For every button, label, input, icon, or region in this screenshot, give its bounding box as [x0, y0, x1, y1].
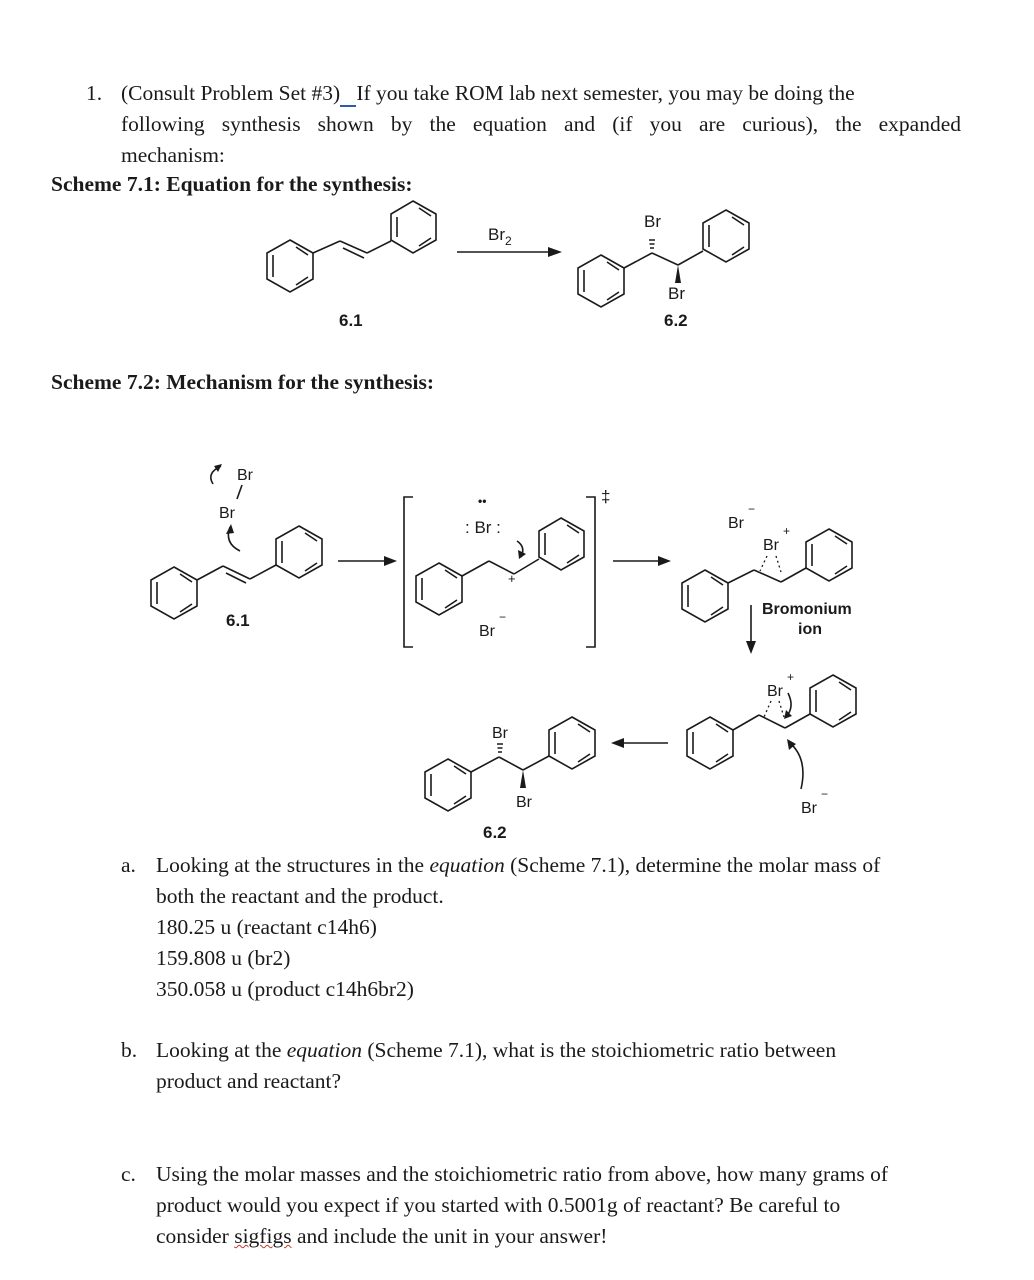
ts-bracket-right	[586, 497, 595, 647]
part-c-line-3	[156, 1221, 607, 1252]
mech-reactant-left-ring	[151, 567, 197, 619]
mech-product-hashed-wedge	[497, 744, 503, 752]
mech-product-br-bottom: Br	[516, 794, 532, 811]
mech-product-left-ring	[425, 759, 471, 811]
bromonium-label-1: Bromonium	[762, 601, 852, 618]
part-b-emphasis: equation	[286, 1038, 363, 1062]
question-number: 1.	[86, 81, 103, 105]
reactant-bond-2	[367, 241, 391, 253]
mech-br-top: Br	[237, 467, 253, 484]
product-right-ring	[703, 210, 749, 262]
part-a-line-2: both the reactant and the product.	[156, 884, 444, 908]
mech-label-6-2: 6.2	[483, 823, 507, 842]
reactant-left-ring	[267, 240, 313, 292]
product-solid-wedge	[675, 265, 681, 283]
scheme-7-2-mechanism	[0, 455, 1034, 850]
part-b-letter: b.	[121, 1038, 138, 1062]
mech-br-lower: Br	[219, 505, 235, 522]
attack-minus: −	[821, 787, 829, 801]
bromonium-right-ring	[806, 529, 852, 581]
reactant-bond-1	[313, 241, 340, 253]
ts-br-anion: Br	[479, 623, 495, 640]
product-left-ring	[578, 255, 624, 307]
spellcheck-sigfigs[interactable]: sigfigs	[234, 1224, 292, 1248]
ts-dagger: ‡	[601, 487, 611, 506]
question-line-3: mechanism:	[121, 143, 225, 167]
reactant-label: 6.1	[339, 311, 363, 330]
ts-right-ring	[539, 518, 584, 570]
part-a-letter: a.	[121, 853, 136, 877]
product-bond-1	[624, 253, 652, 268]
scheme-7-1-equation	[0, 195, 1034, 345]
ts-bracket-left	[404, 497, 413, 647]
reference-underline	[340, 81, 356, 107]
answer-br2-mass: 159.808 u (br2)	[156, 946, 291, 970]
part-c-text-2: and include the unit in your answer!	[291, 1224, 608, 1248]
mech-product-solid-wedge	[520, 770, 526, 788]
scheme-7-1-title: Scheme 7.1: Equation for the synthesis:	[51, 172, 413, 196]
part-a-text-2: (Scheme 7.1), determine the molar mass of	[504, 853, 881, 877]
product-br-top: Br	[644, 212, 661, 231]
attack-br-anion: Br	[801, 800, 817, 817]
part-b-line-2: product and reactant?	[156, 1069, 342, 1093]
question-line-2: following synthesis shown by the equation and (if you are curious), the expanded	[121, 112, 961, 136]
question-line-1-rest: If you take ROM lab next semester, you may be doing the	[356, 81, 855, 105]
product-hashed-wedge	[649, 240, 655, 248]
attack-curved-arrow-2	[790, 743, 803, 789]
part-a-emphasis: equation	[429, 853, 505, 877]
product-bond-2	[652, 253, 678, 265]
bromonium-label-2: ion	[798, 621, 822, 638]
mech-reactant-right-ring	[276, 526, 322, 578]
answer-product-mass: 350.058 u (product c14h6br2)	[156, 977, 414, 1001]
reactant-right-ring	[391, 201, 436, 253]
reactant-double-bond	[340, 241, 367, 253]
mech-product-right-ring	[549, 717, 595, 769]
bromonium-left-ring	[682, 570, 728, 622]
ts-br-center: : Br :	[465, 518, 501, 537]
attack-br-ring: Br	[767, 683, 783, 700]
reaction-arrow-head	[548, 247, 562, 257]
attack-right-ring	[810, 675, 856, 727]
mech-product-br-top: Br	[492, 725, 508, 742]
attack-dashed-bonds	[764, 701, 784, 717]
part-c-line-2: product would you expect if you started with 0.5001g of reactant? Be careful to	[156, 1193, 841, 1217]
attack-left-ring	[687, 717, 733, 769]
bromonium-minus: −	[748, 502, 756, 516]
part-a-line-1	[156, 850, 880, 881]
attack-plus: +	[787, 670, 795, 684]
part-c-text-1: consider	[156, 1224, 235, 1248]
question-line-1	[121, 78, 961, 109]
part-c-line-1: Using the molar masses and the stoichiometric ratio from above, how many grams of	[156, 1162, 889, 1186]
ts-lone-pair: ••	[478, 494, 487, 508]
part-b-line-1	[156, 1035, 836, 1066]
part-c-letter: c.	[121, 1162, 136, 1186]
scheme-7-2-title: Scheme 7.2: Mechanism for the synthesis:	[51, 370, 434, 394]
bromonium-dashed-bonds	[760, 556, 781, 572]
part-a-text-1: Looking at the structures in the	[156, 853, 430, 877]
ts-plus: +	[508, 571, 516, 586]
bromonium-br-anion: Br	[728, 515, 744, 532]
part-b-text-1: Looking at the	[156, 1038, 287, 1062]
ts-minus: −	[499, 610, 507, 624]
product-label: 6.2	[664, 311, 688, 330]
problem-set-reference: (Consult Problem Set #3)	[121, 81, 341, 105]
reagent-br2: $Br_2$	[488, 225, 512, 248]
product-bond-3	[678, 251, 703, 265]
product-br-bottom: Br	[668, 284, 685, 303]
mech-label-6-1: 6.1	[226, 611, 250, 630]
answer-reactant-mass: 180.25 u (reactant c14h6)	[156, 915, 377, 939]
ts-left-ring	[416, 563, 462, 615]
bromonium-plus: +	[783, 524, 791, 538]
bromonium-br: Br	[763, 537, 779, 554]
part-b-text-2: (Scheme 7.1), what is the stoichiometric ratio between	[362, 1038, 837, 1062]
